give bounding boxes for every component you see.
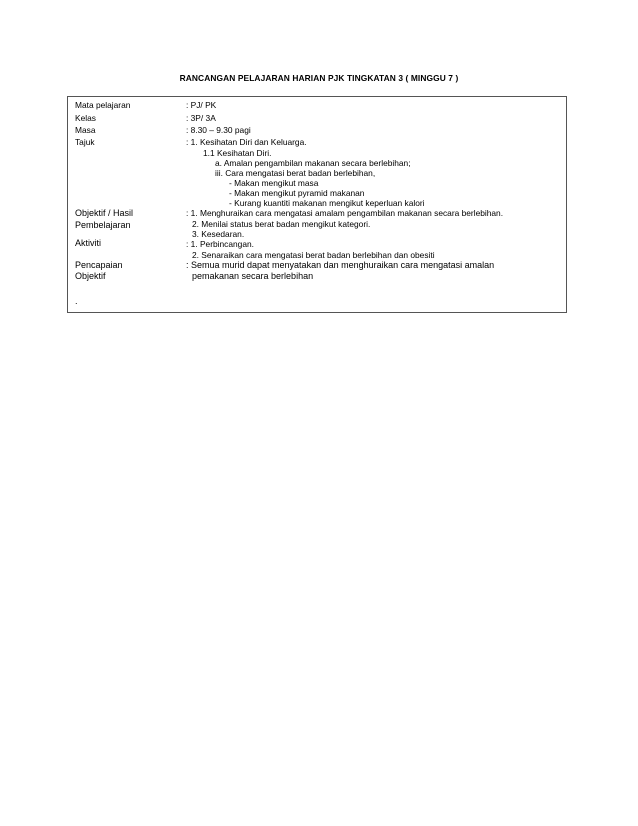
value-tajuk-line: - Kurang kuantiti makanan mengikut keperluan kalori [229,198,425,208]
value-tajuk-line: iii. Cara mengatasi berat badan berlebihan, [215,168,376,178]
label-masa: Masa [75,125,96,135]
value-tajuk-line: - Makan mengikut masa [229,178,319,188]
value-objektif-line: : 1. Menghuraikan cara mengatasi amalam pengambilan makanan secara berlebihan. [186,208,504,218]
value-pencapaian-line: pemakanan secara berlebihan [192,271,314,281]
label-objektif-line1: Objektif / Hasil [75,208,134,218]
value-kelas: : 3P/ 3A [186,113,216,123]
trailing-mark: . [75,296,78,306]
value-objektif-line: 3. Kesedaran. [192,229,245,239]
label-objektif-line2: Pembelajaran [75,220,131,230]
page-title: RANCANGAN PELAJARAN HARIAN PJK TINGKATAN 3 ( MINGGU 7 ) [179,73,459,83]
label-tajuk: Tajuk [75,137,95,147]
label-kelas: Kelas [75,113,96,123]
label-pencapaian-line2: Objektif [75,271,106,281]
label-pencapaian-line1: Pencapaian [75,260,123,270]
value-pencapaian-line: : Semua murid dapat menyatakan dan menghuraikan cara mengatasi amalan [186,260,495,270]
value-mata-pelajaran: : PJ/ PK [186,100,217,110]
label-mata-pelajaran: Mata pelajaran [75,100,131,110]
label-aktiviti: Aktiviti [75,238,102,248]
value-tajuk-line: a. Amalan pengambilan makanan secara berlebihan; [215,158,411,168]
value-tajuk-line: 1.1 Kesihatan Diri. [203,148,272,158]
value-tajuk-line: - Makan mengikut pyramid makanan [229,188,365,198]
value-tajuk-line: : 1. Kesihatan Diri dan Keluarga. [186,137,307,147]
value-aktiviti-line: : 1. Perbincangan. [186,239,254,249]
value-objektif-line: 2. Menilai status berat badan mengikut kategori. [192,219,371,229]
value-masa: : 8.30 – 9.30 pagi [186,125,251,135]
value-aktiviti-line: 2. Senaraikan cara mengatasi berat badan berlebihan dan obesiti [192,250,435,260]
